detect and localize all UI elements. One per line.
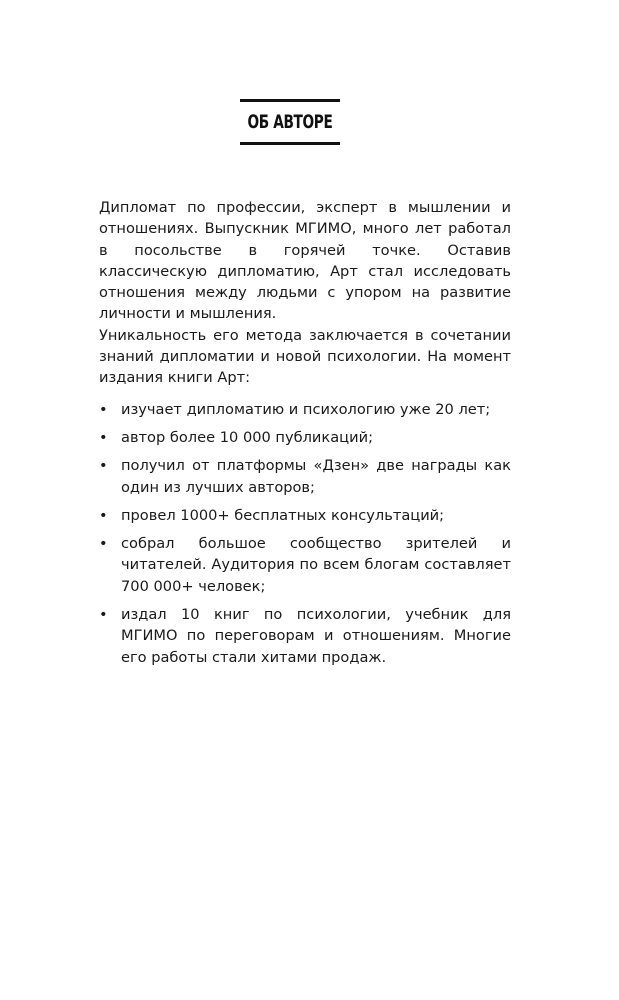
achievements-list: [99, 399, 511, 668]
list-item: • собрал большое сообщество зрителей и читателей. Аудитория по всем блогам составляет 700 000+ человек;: [99, 535, 511, 595]
list-item: • издал 10 книг по психологии, учебник для МГИМО по переговорам и отношениям. Многие его работы стали хитами продаж.: [99, 606, 511, 666]
bullet-icon: •: [99, 428, 108, 446]
bio-paragraph-1: [99, 197, 511, 325]
bio-paragraph-1-text: Дипломат по профессии, эксперт в мышлении и отношениях. Выпускник МГИМО, много лет работал в посольстве в горячей точке. Оставив классическую дипломатию, Арт стал исследовать отношения между людьми с упором на развитие личности и мышления.: [99, 199, 511, 323]
bullet-icon: •: [99, 535, 108, 553]
bullet-icon: •: [99, 606, 108, 624]
list-item: • получил от платформы «Дзен» две награды как один из лучших авторов;: [99, 457, 511, 496]
bullet-icon: •: [99, 400, 108, 418]
bio-paragraph-2-text: Уникальность его метода заключается в сочетании знаний дипломатии и новой психологии. На момент издания книги Арт:: [99, 326, 511, 387]
section-title: ОБ АВТОРЕ: [247, 111, 333, 133]
list-item: • автор более 10 000 публикаций;: [99, 427, 511, 448]
author-bio: [99, 197, 511, 675]
list-item: • провел 1000+ бесплатных консультаций;: [99, 505, 511, 526]
list-item: • изучает дипломатию и психологию уже 20 лет;: [99, 399, 511, 420]
bullet-icon: •: [99, 457, 108, 475]
section-title-frame: [240, 99, 340, 145]
bullet-icon: •: [99, 506, 108, 524]
bio-paragraph-2: [99, 325, 511, 389]
